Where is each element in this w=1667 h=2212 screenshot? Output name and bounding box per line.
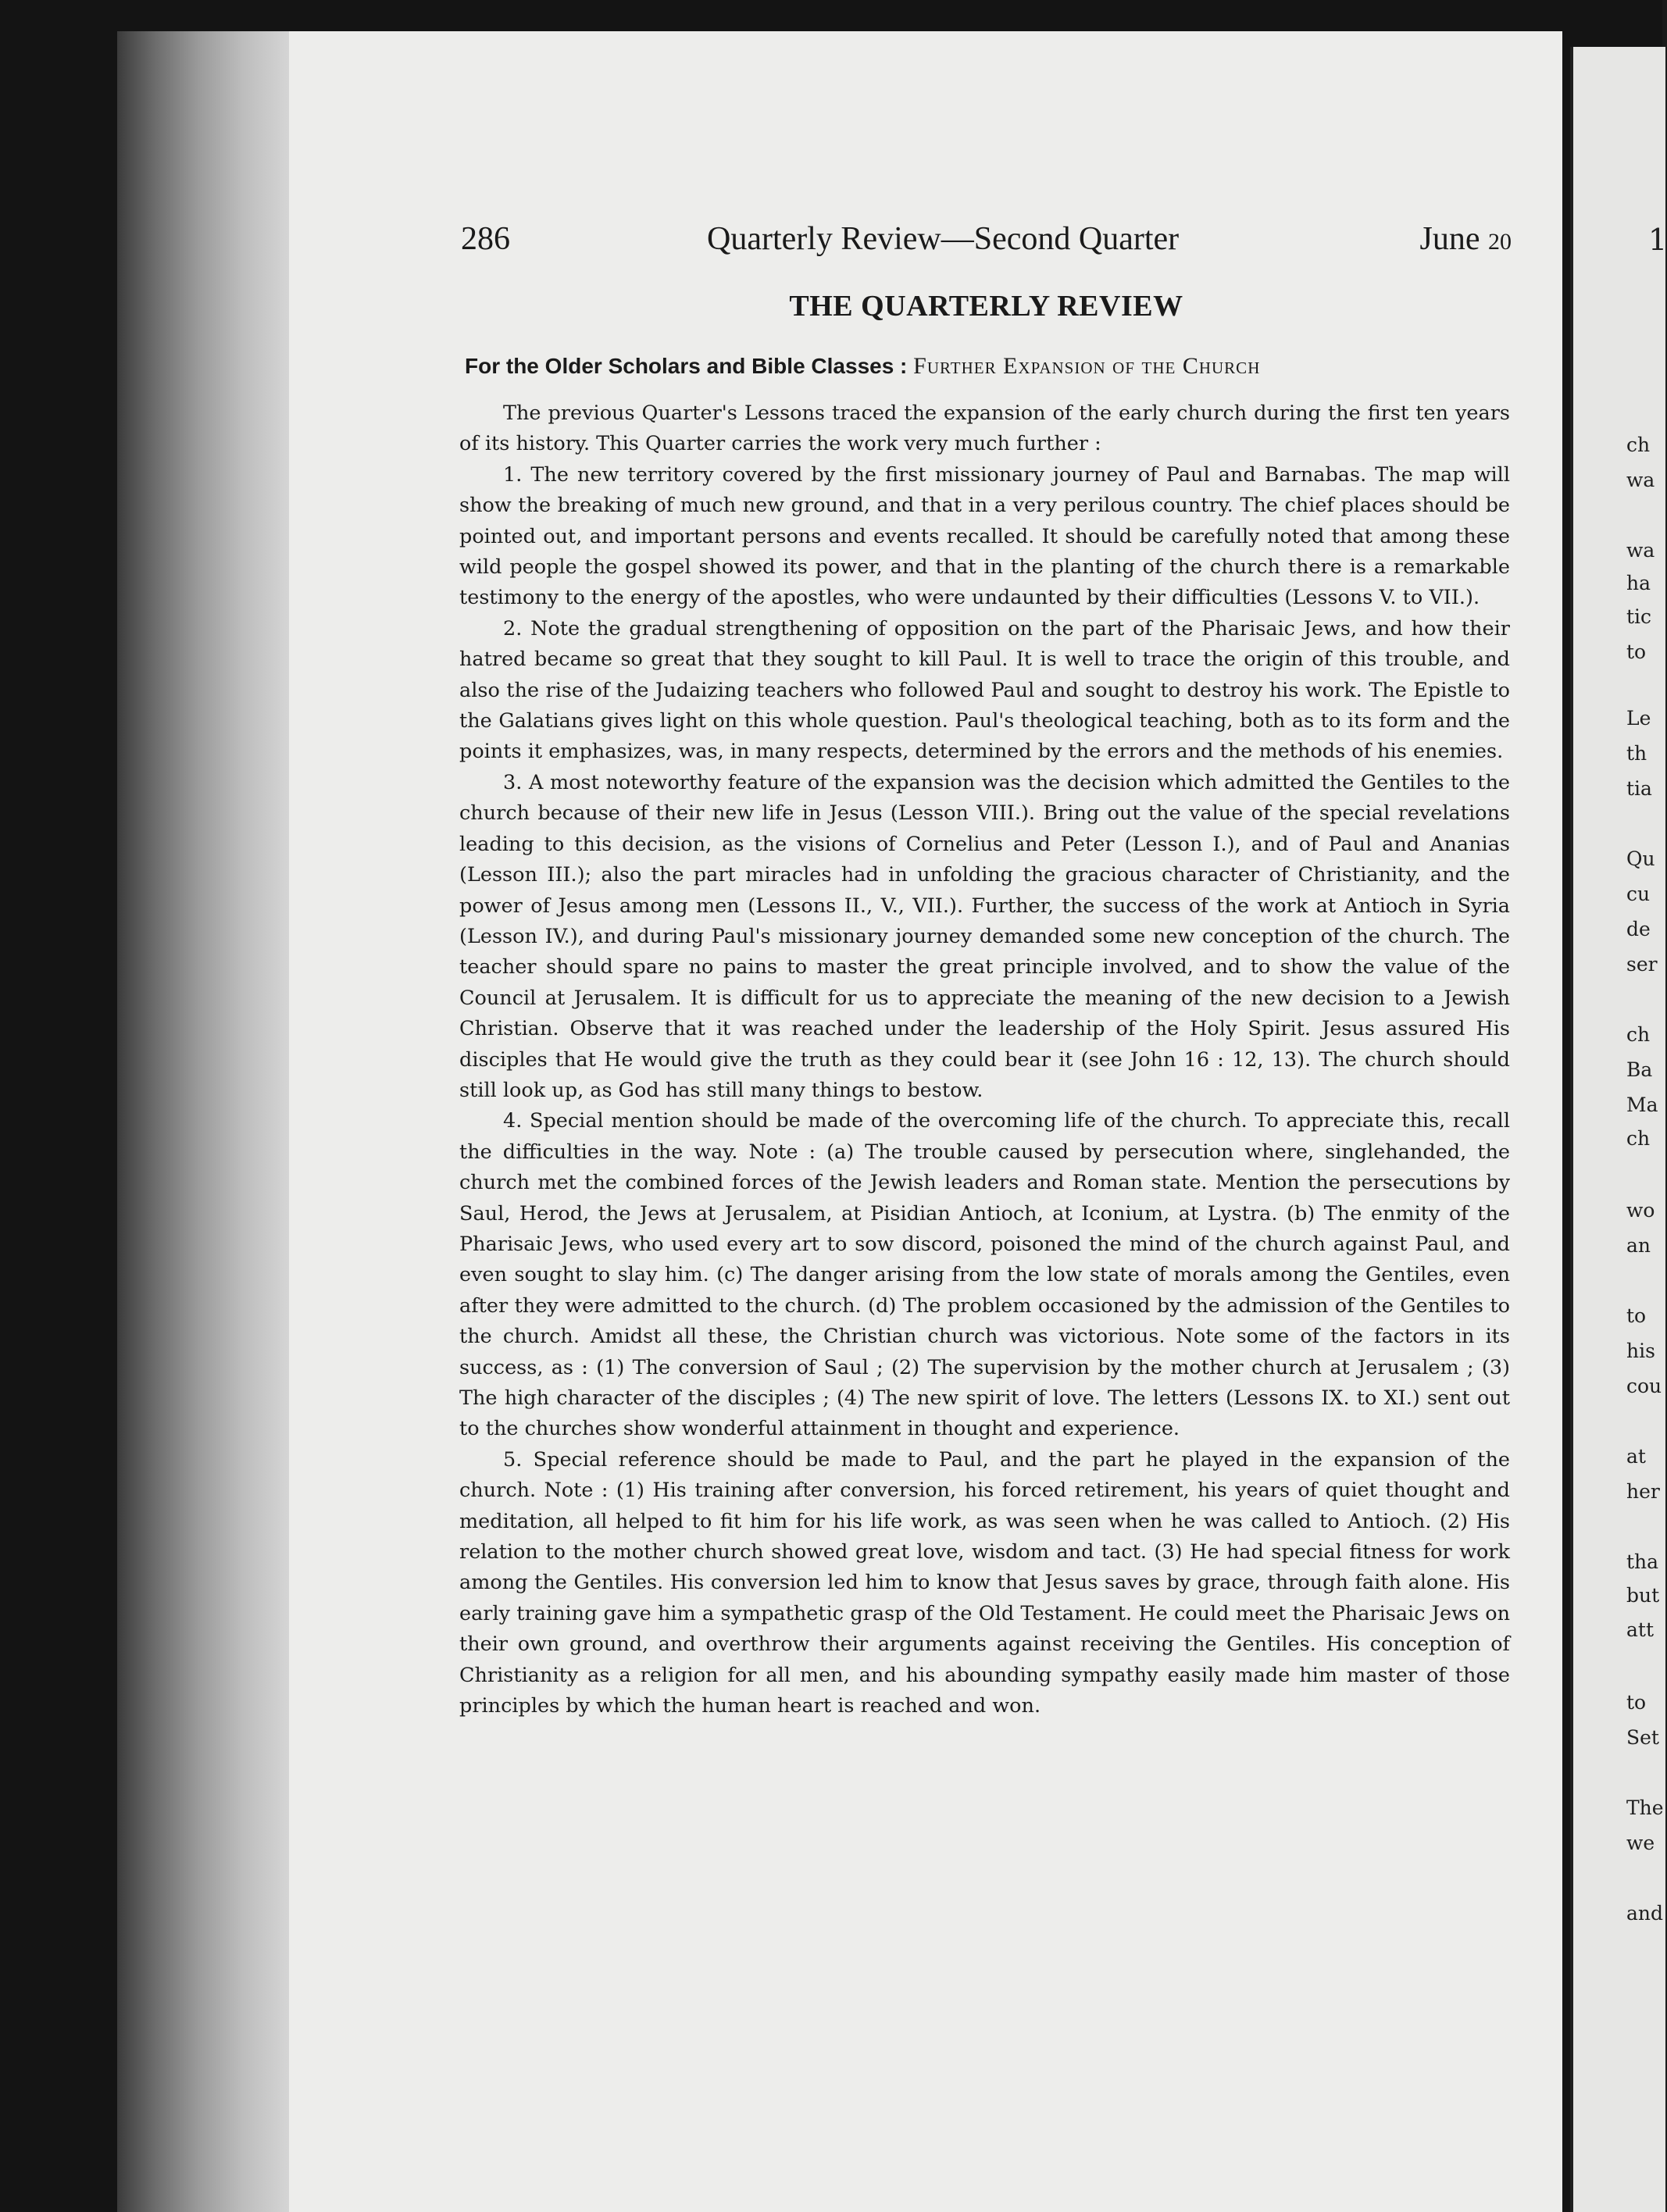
- adjacent-page-fragment: but: [1626, 1584, 1660, 1607]
- adjacent-page-fragment: ha: [1626, 572, 1651, 594]
- adjacent-page-fragment: her: [1626, 1480, 1660, 1503]
- adjacent-page-fragment: wo: [1626, 1199, 1655, 1222]
- adjacent-page-fragment: Qu: [1626, 847, 1655, 870]
- adjacent-page-fragment: to: [1626, 1304, 1647, 1327]
- adjacent-page-fragment: to: [1626, 1691, 1647, 1714]
- adjacent-page-fragment: ser: [1626, 953, 1658, 976]
- date-day: 20: [1488, 229, 1512, 255]
- adjacent-page-fragment: and: [1626, 1902, 1664, 1925]
- page-number: 286: [461, 221, 510, 257]
- subtitle: [465, 353, 1515, 380]
- adjacent-page-fragment: ch: [1626, 1127, 1651, 1150]
- adjacent-page-header-fragment: 1: [1648, 223, 1667, 257]
- adjacent-page-fragment: ch: [1626, 433, 1651, 456]
- adjacent-page-fragment: we: [1626, 1832, 1655, 1854]
- body-text: [459, 398, 1510, 1721]
- section-title: THE QUARTERLY REVIEW: [789, 290, 1183, 323]
- adjacent-page-fragment: cou: [1626, 1375, 1662, 1397]
- paragraph-3: 3. A most noteworthy feature of the expansion was the decision which admitted the Gentiles to the church because of their new life in Jesus (Lesson VIII.). Bring out the value of the special revelations leading to this decision, as the visions of Cornelius and Peter (Lesson I.), and of Paul and Ananias (Lesson III.); also the part miracles had in unfolding the gracious character of Christianity, and the power of Jesus among men (Lessons II., V., VII.). Further, the success of the work at Antioch in Syria (Lesson IV.), and during Paul's missionary journey demanded some new conception of the church. The teacher should spare no pains to master the great principle involved, and to show the value of the Council at Jerusalem. It is difficult for us to appreciate the meaning of the new decision to a Jewish Christian. Observe that it was reached under the leadership of the Holy Spirit. Jesus assured His disciples that He would give the truth as they could bear it (see John 16 : 12, 13). The church should still look up, as God has still many things to bestow.: [459, 770, 1510, 1102]
- adjacent-page-fragment: ch: [1626, 1023, 1651, 1046]
- adjacent-page-fragment: his: [1626, 1340, 1655, 1362]
- adjacent-page-fragment: Ba: [1626, 1058, 1653, 1081]
- adjacent-page-fragment: Set: [1626, 1726, 1659, 1749]
- running-head: [461, 220, 1512, 267]
- adjacent-page-fragment: Le: [1626, 707, 1651, 730]
- running-title: Quarterly Review—Second Quarter: [707, 221, 1180, 257]
- adjacent-page-fragment: tic: [1626, 605, 1652, 628]
- book-gutter-edge: [117, 31, 297, 2212]
- adjacent-page-fragment: wa: [1626, 469, 1655, 491]
- adjacent-page-fragment: th: [1626, 742, 1647, 765]
- adjacent-page-fragment: Ma: [1626, 1094, 1658, 1116]
- paragraph-4: 4. Special mention should be made of the overcoming life of the church. To appreciate this, recall the difficulties in the way. Note : (a) The trouble caused by persecution where, singlehanded, the church met the combined forces of the Jewish leaders and Roman state. Mention the persecutions by Saul, Herod, the Jews at Jerusalem, at Pisidian Antioch, at Iconium, at Lystra. (b) The enmity of the Pharisaic Jews, who used every art to sow discord, poisoned the mind of the church against Paul, and even sought to slay him. (c) The danger arising from the low state of morals among the Gentiles, even after they were admitted to the church. (d) The problem occasioned by the admission of the Gentiles to the church. Amidst all these, the Christian church was victorious. Note some of the factors in its success, as : (1) The conversion of Saul ; (2) The supervision by the mother church at Jerusalem ; (3) The high character of the disciples ; (4) The new spirit of love. The letters (Lessons IX. to XI.) sent out to the churches show wonderful attainment in thought and experience.: [459, 1109, 1510, 1441]
- adjacent-page-fragment: at: [1626, 1445, 1646, 1468]
- paragraph-2: 2. Note the gradual strengthening of opposition on the part of the Pharisaic Jews, and how their hatred became so great that they sought to kill Paul. It is well to trace the origin of this trouble, and also the rise of the Judaizing teachers who followed Paul and sought to destroy his work. The Epistle to the Galatians gives light on this whole question. Paul's theological teaching, both as to its form and the points it emphasizes, was, in many respects, determined by the errors and the methods of his enemies.: [459, 616, 1510, 764]
- paragraph-5: 5. Special reference should be made to Paul, and the part he played in the expansion of the church. Note : (1) His training after conversion, his forced retirement, his years of quiet thought and meditation, all helped to fit him for his life work, as was seen when he was called to Antioch. (2) His relation to the mother church showed great love, wisdom and tact. (3) He had special fitness for work among the Gentiles. His conversion led him to know that Jesus saves by grace, through faith alone. His early training gave him a sympathetic grasp of the Old Testament. He could meet the Pharisaic Jews on their own ground, and overthrow their arguments against receiving the Gentiles. His conception of Christianity as a religion for all men, and his abounding sympathy easily made him master of those principles by which the human heart is reached and won.: [459, 1447, 1510, 1718]
- adjacent-page-fragment: to: [1626, 640, 1647, 663]
- adjacent-page-fragment: The: [1626, 1796, 1664, 1819]
- adjacent-page-fragment: wa: [1626, 539, 1655, 562]
- adjacent-page-edge: [1570, 47, 1665, 2212]
- subtitle-lead: For the Older Scholars and Bible Classes :: [465, 354, 908, 378]
- subtitle-topic: Further Expansion of the Church: [913, 353, 1261, 379]
- adjacent-page-fragment: cu: [1626, 883, 1651, 905]
- paragraph-intro: The previous Quarter's Lessons traced the expansion of the early church during the first ten years of its history. This Quarter carries the work very much further :: [459, 401, 1510, 456]
- adjacent-page-fragment: tha: [1626, 1550, 1659, 1573]
- date-month: June: [1419, 221, 1480, 257]
- paragraph-1: 1. The new territory covered by the first missionary journey of Paul and Barnabas. The map will show the breaking of much new ground, and that in a very perilous country. The chief places should be pointed out, and important persons and events recalled. It should be carefully noted that among these wild people the gospel showed its power, and that in the planting of the church there is a remarkable testimony to the energy of the apostles, who were undaunted by their difficulties (Lessons V. to VII.).: [459, 462, 1510, 610]
- adjacent-page-fragment: tia: [1626, 777, 1652, 800]
- adjacent-page-fragment: an: [1626, 1234, 1651, 1257]
- adjacent-page-fragment: att: [1626, 1618, 1654, 1641]
- running-date: [1420, 220, 1512, 258]
- adjacent-page-fragment: de: [1626, 918, 1651, 940]
